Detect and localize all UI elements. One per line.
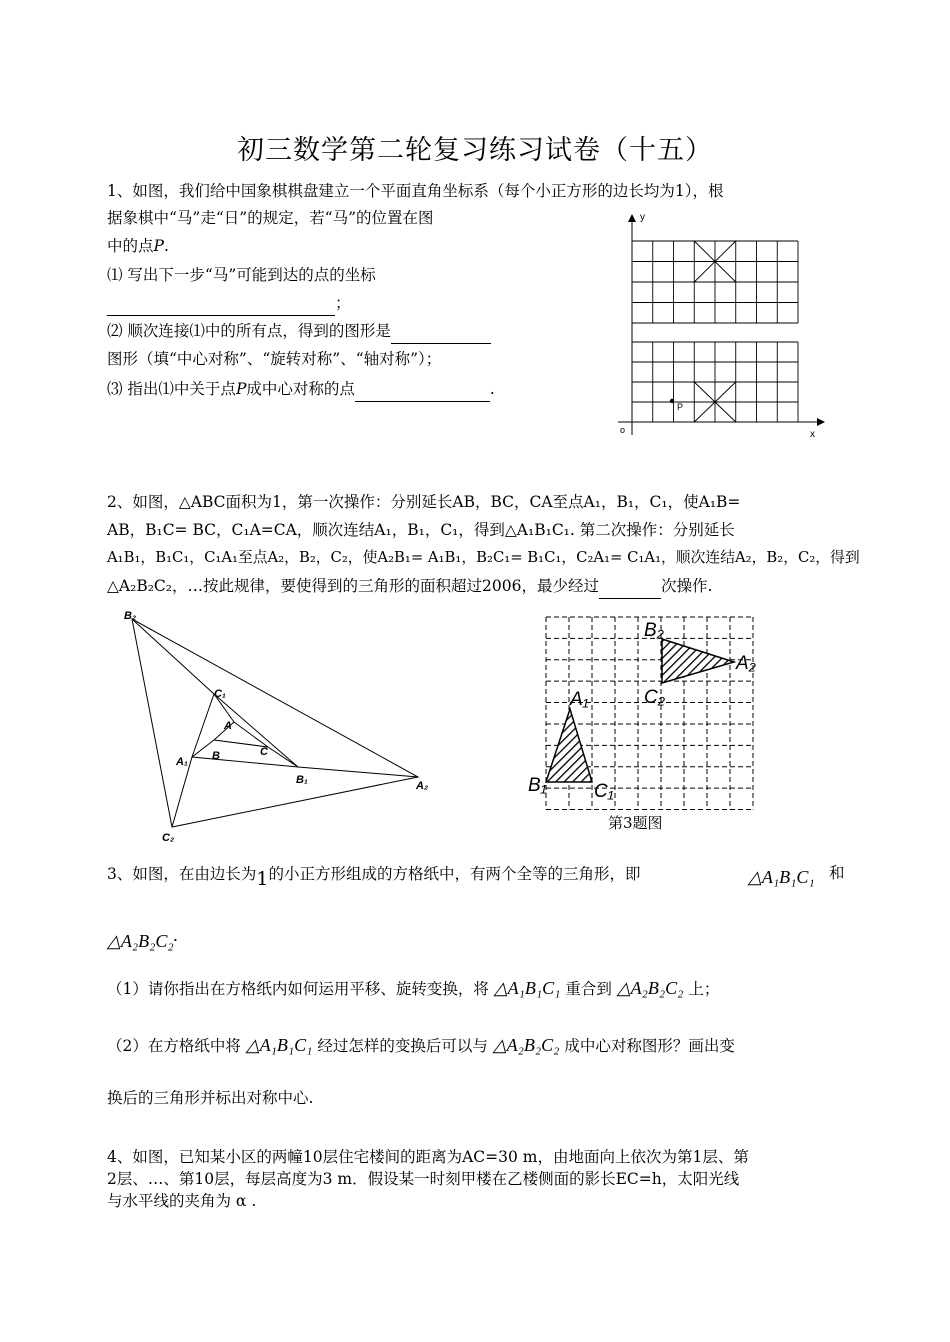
- grid-triangle-figure: [528, 605, 756, 817]
- q2-blank[interactable]: [599, 580, 661, 599]
- label-c2: C₂: [162, 832, 175, 844]
- q1-part3-blank[interactable]: [355, 383, 490, 402]
- q3-part1: [107, 975, 719, 1002]
- y-axis-label: y: [640, 212, 645, 223]
- q1-part1-end: ；: [335, 294, 351, 312]
- q3-part1-tri1: △A₁B₁C₁: [493, 978, 561, 998]
- q2-line3: A₁B₁，B₁C₁，C₁A₁至点A₂，B₂，C₂，使A₂B₁= A₁B₁，B₂C₁= B₁C₁，C₂A₁= C₁A₁，顺次连结A₂，B₂，C₂，得到: [107, 549, 860, 566]
- triangle-operation-figure: [110, 605, 440, 845]
- q1-line2: 据象棋中“马”走“日”的规定，若“马”的位置在图: [107, 209, 434, 227]
- q3-part2-line2: 换后的三角形并标出对称中心.: [107, 1089, 314, 1107]
- q1-part1-answer: [107, 290, 351, 316]
- label-a: A: [224, 720, 232, 732]
- q3-tri1: △A₁B₁C₁: [748, 867, 815, 887]
- grid-label-b2: B₂: [644, 620, 664, 641]
- grid-label-a1: A₁: [570, 689, 589, 710]
- q1-line3: [107, 233, 169, 259]
- q1-part1: ⑴ 写出下一步“马”可能到达的点的坐标: [107, 266, 376, 284]
- q2-line2: AB，B₁C= BC，C₁A=CA，顺次连结A₁，B₁，C₁，得到△A₁B₁C₁. 第二次操作：分别延长: [107, 521, 735, 539]
- q3-tri2-end: .: [173, 925, 179, 945]
- q3-part2-tri1: △A₁B₁C₁: [245, 1035, 313, 1055]
- q4-line1: 4、如图，已知某小区的两幢10层住宅楼间的距离为AC=30 m，由地面向上依次为第1层、第: [107, 1148, 749, 1166]
- q1-part3-text2: 成中心对称的点: [246, 380, 355, 398]
- chessboard-figure: [598, 205, 838, 445]
- q2-line1: 2、如图，△ABC面积为1，第一次操作：分别延长AB，BC，CA至点A₁，B₁，C₁，使A₁B=: [107, 493, 741, 511]
- label-c1: C₁: [214, 688, 226, 700]
- page-title: 初三数学第二轮复习练习试卷（十五）: [237, 135, 713, 166]
- q1-line3-end: .: [163, 237, 169, 255]
- q1-part2-blank[interactable]: [391, 325, 491, 344]
- triangle-a1b1c1-hatched: [546, 709, 592, 782]
- q3-tri2-text: △A₂B₂C₂: [107, 931, 174, 951]
- grid-label-a2: A₂: [736, 653, 756, 674]
- q2-line4: [107, 573, 712, 599]
- edge-b1-c: [268, 747, 298, 767]
- triangle-a2b2c2: [132, 619, 418, 827]
- q3-part2-tri2: △A₂B₂C₂: [492, 1035, 560, 1055]
- q1-line1: 1、如图，我们给中国象棋棋盘建立一个平面直角坐标系（每个小正方形的边长均为1），根: [107, 182, 724, 200]
- point-p-marker: [670, 399, 674, 403]
- q1-part3: [107, 376, 495, 402]
- board-grid: [632, 241, 798, 422]
- q1-part1-blank[interactable]: [107, 297, 335, 316]
- q3-part2: [107, 1032, 735, 1059]
- q3-part2-text3: 成中心对称图形？画出变: [564, 1037, 735, 1055]
- q1-part2-line2: 图形（填“中心对称”、“旋转对称”、“轴对称”）；: [107, 350, 442, 368]
- q3-and: 和: [829, 864, 845, 882]
- q3-part1-text2: 重合到: [565, 980, 612, 998]
- label-a1: A₁: [176, 756, 188, 768]
- q1-line3-text: 中的点: [107, 237, 154, 255]
- q1-part2: [107, 318, 491, 344]
- q1-part3-p: P: [235, 380, 247, 398]
- q3-line1: [107, 860, 641, 890]
- label-b: B: [212, 750, 220, 762]
- label-a2: A₂: [416, 780, 429, 792]
- q1-part3-text: ⑶ 指出⑴中关于点: [107, 380, 236, 398]
- grid-label-b1: B₁: [528, 775, 547, 796]
- q3-line1-text2: 的小正方形组成的方格纸中，有两个全等的三角形，即: [268, 865, 641, 883]
- triangle-a2b2c2-hatched: [662, 639, 734, 683]
- q3-tri2: [107, 925, 179, 954]
- q1-point-p: P: [153, 237, 164, 255]
- x-axis-label: x: [810, 429, 815, 440]
- q4-line2: 2层、…、第10层，每层高度为3 m．假设某一时刻甲楼在乙楼侧面的影长EC=h，太阳光线: [107, 1170, 740, 1188]
- q3-part1-end: 上；: [688, 980, 720, 998]
- label-b2: B₂: [124, 610, 137, 622]
- q3-part1-text: （1）请你指出在方格纸内如何运用平移、旋转变换，将: [107, 980, 489, 998]
- grid-label-c1: C₁: [594, 781, 614, 802]
- q4-line3: 与水平线的夹角为 α .: [107, 1192, 257, 1210]
- q3-line1-text: 3、如图，在由边长为: [107, 865, 257, 883]
- q3-part2-text2: 经过怎样的变换后可以与: [317, 1037, 488, 1055]
- origin-label: o: [620, 425, 626, 435]
- point-p-label: P: [677, 402, 684, 412]
- label-b1: B₁: [296, 774, 308, 786]
- figure3-caption: 第3题图: [608, 814, 663, 832]
- q3-part2-text: （2）在方格纸中将: [107, 1037, 241, 1055]
- label-c: C: [260, 746, 268, 758]
- q3-part1-tri2: △A₂B₂C₂: [616, 978, 684, 998]
- q2-line4-end: 次操作.: [660, 577, 713, 595]
- grid-label-c2: C₂: [644, 687, 665, 708]
- edge-b1-a2: [298, 767, 418, 777]
- q1-part2-text: ⑵ 顺次连接⑴中的所有点，得到的图形是: [107, 322, 391, 340]
- q1-part3-end: .: [489, 380, 495, 398]
- q2-line4-text: △A₂B₂C₂，…按此规律，要使得到的三角形的面积超过2006，最少经过: [107, 577, 599, 595]
- q3-unit-one: 1: [256, 868, 269, 890]
